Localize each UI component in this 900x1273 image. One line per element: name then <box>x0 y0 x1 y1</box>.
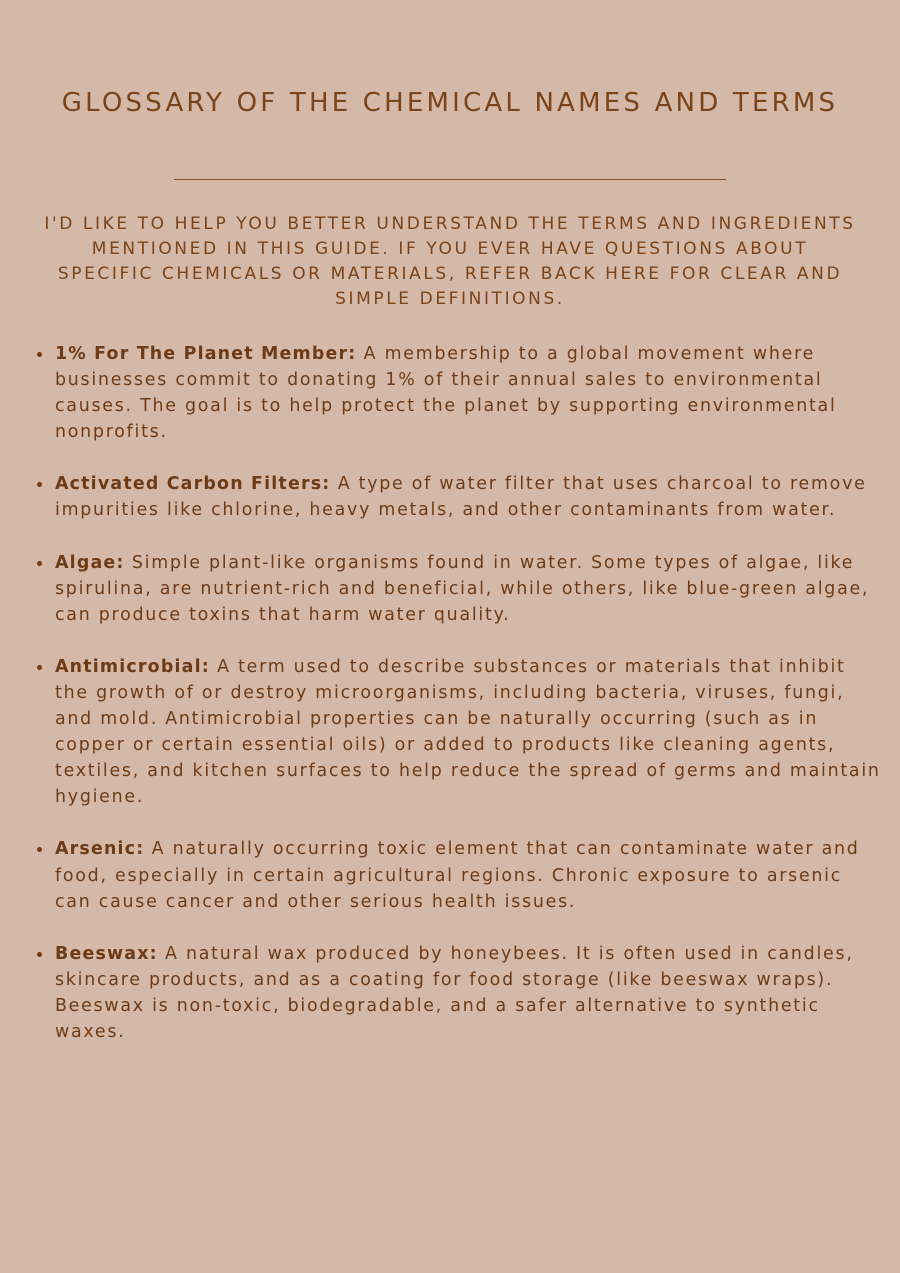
glossary-term: Activated Carbon Filters: <box>55 474 331 495</box>
glossary-entry-algae <box>55 550 885 628</box>
title-divider <box>174 179 726 180</box>
glossary-definition: Simple plant-like organisms found in water. Some types of algae, like spirulina, are nutrient-rich and beneficial, while others, like blue-green algae, can produce toxins that harm water quality. <box>55 552 870 625</box>
glossary-entry-arsenic <box>55 836 885 914</box>
glossary-definition: A term used to describe substances or materials that inhibit the growth of or destroy microorganisms, including bacteria, viruses, fungi, and mold. Antimicrobial properties can be naturally occurring (such as in copper or certain essential oils) or added to products like cleaning agents, textiles, and kitchen surfaces to help reduce the spread of germs and maintain hygiene. <box>55 656 881 808</box>
page-title: GLOSSARY OF THE CHEMICAL NAMES AND TERMS <box>61 88 839 118</box>
glossary-entry-beeswax <box>55 941 885 1045</box>
glossary-entry-1-percent-for-the-planet <box>55 341 885 445</box>
glossary-definition: A membership to a global movement where businesses commit to donating 1% of their annual sales to environmental causes. The goal is to help protect the planet by supporting environmental nonprofits. <box>55 344 837 443</box>
glossary-term: 1% For The Planet Member: <box>55 344 357 364</box>
glossary-definition: A natural wax produced by honeybees. It is often used in candles, skincare products, and as a coating for food storage (like beeswax wraps). Beeswax is non-toxic, biodegradable, and a safer alternative to synthetic waxes. <box>55 943 854 1042</box>
glossary-definition: A naturally occurring toxic element that can contaminate water and food, especially in certain agricultural regions. Chronic exposure to arsenic can cause cancer and other serious health issues. <box>55 839 860 912</box>
glossary-term: Algae: <box>55 552 125 573</box>
glossary-term: Arsenic: <box>55 839 145 860</box>
glossary-entry-antimicrobial <box>55 654 885 811</box>
glossary-definition: A type of water filter that uses charcoal to remove impurities like chlorine, heavy metals, and other contaminants from water. <box>55 474 867 521</box>
glossary-term: Beeswax: <box>55 943 158 964</box>
glossary-term: Antimicrobial: <box>55 656 210 677</box>
glossary-list <box>55 341 885 1071</box>
intro-text: I'D LIKE TO HELP YOU BETTER UNDERSTAND THE TERMS AND INGREDIENTS MENTIONED IN THIS GUIDE. IF YOU EVER HAVE QUESTIONS ABOUT SPECIFIC CHEMICALS OR MATERIALS, REFER BACK HERE FOR CLEAR AND SIMPLE DEFINITIONS. <box>44 214 856 309</box>
glossary-entry-activated-carbon-filters <box>55 471 885 523</box>
